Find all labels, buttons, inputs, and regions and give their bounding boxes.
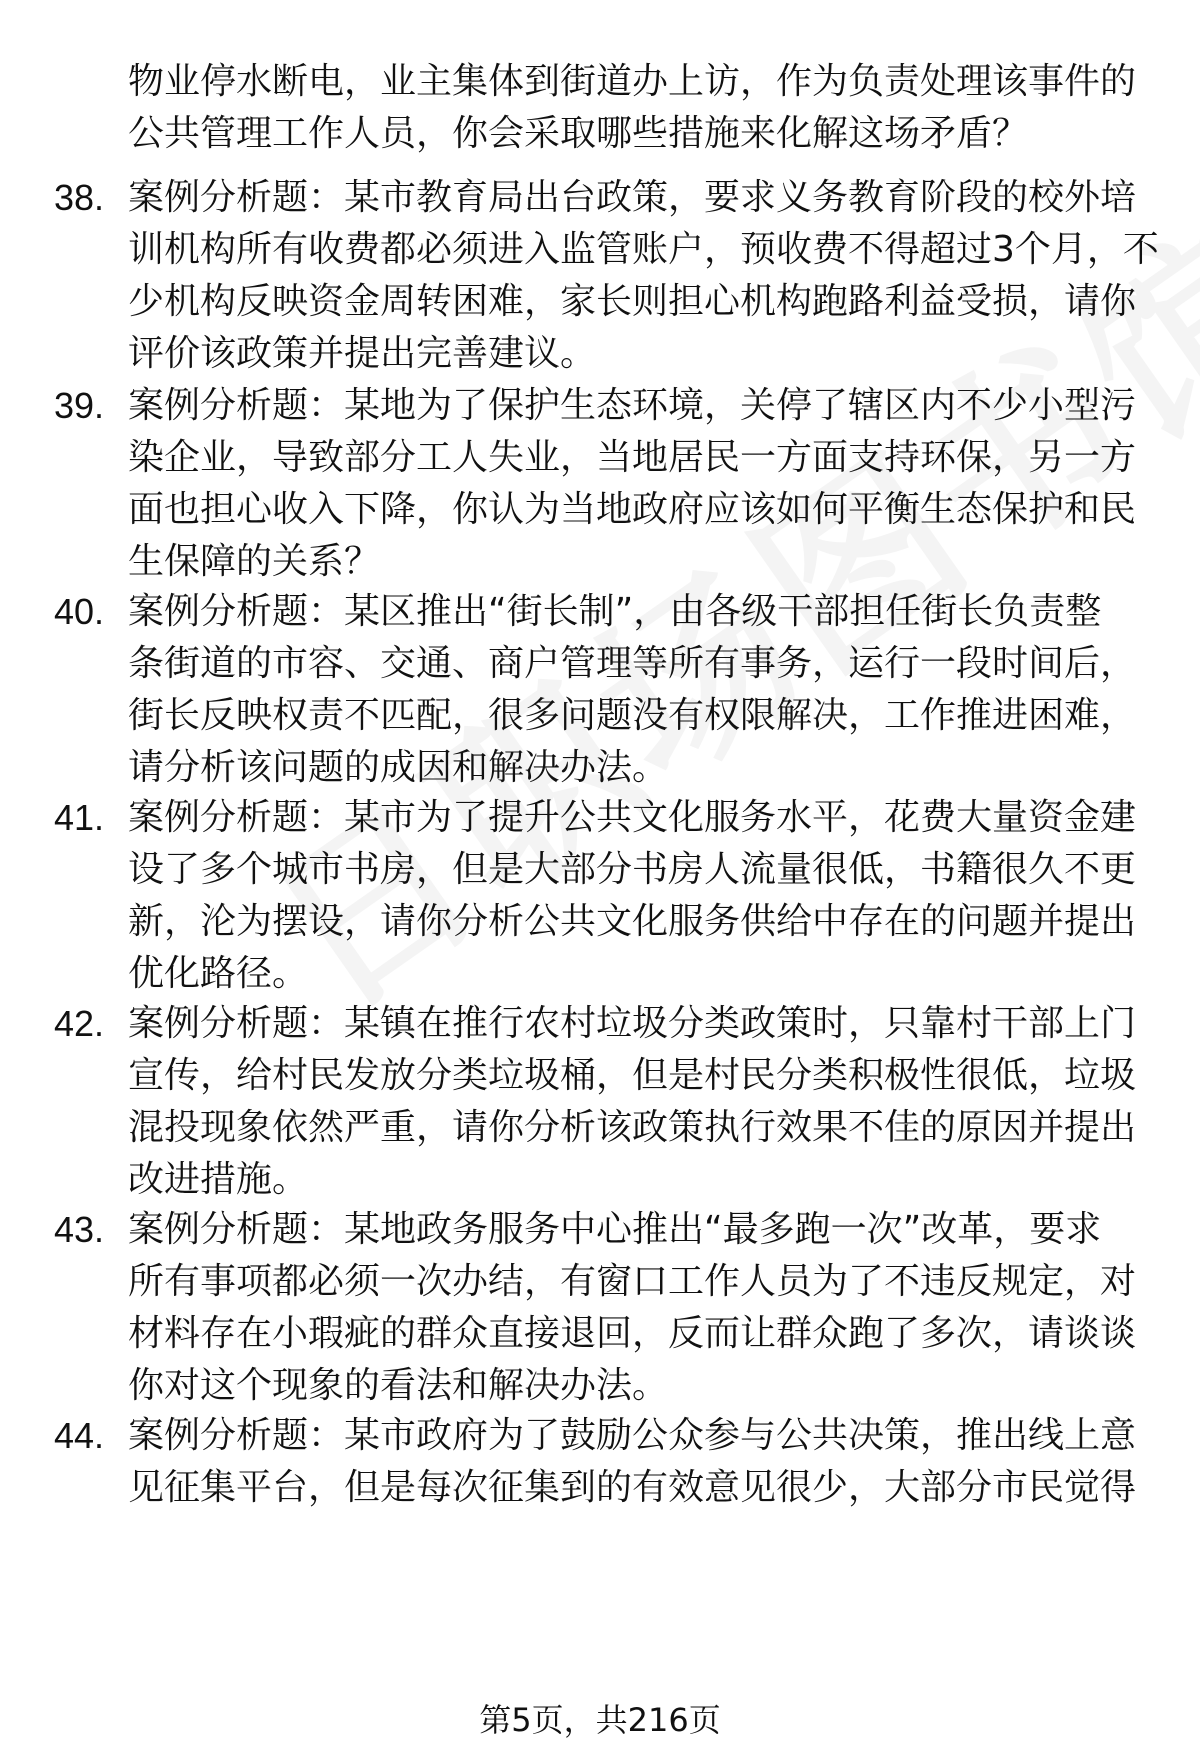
question-text bbox=[128, 998, 1148, 1206]
question-number: 42. bbox=[54, 1003, 105, 1044]
question-line: 生保障的关系？ bbox=[128, 541, 381, 582]
question-number: 43. bbox=[54, 1209, 105, 1250]
question-number: 40. bbox=[54, 591, 105, 632]
question-line: 宣传，给村民发放分类垃圾桶，但是村民分类积极性很低，垃圾 bbox=[128, 1055, 1137, 1096]
page-footer: 第5页，共216页 bbox=[479, 1701, 721, 1739]
paragraph-line: 公共管理工作人员，你会采取哪些措施来化解这场矛盾？ bbox=[128, 113, 1029, 154]
question-line: 案例分析题：某市政府为了鼓励公众参与公共决策，推出线上意 bbox=[128, 1415, 1137, 1456]
question-number: 44. bbox=[54, 1415, 105, 1456]
question-text bbox=[128, 792, 1148, 1000]
question-line: 训机构所有收费都必须进入监管账户，预收费不得超过3个月，不 bbox=[128, 229, 1159, 270]
question-text bbox=[128, 380, 1148, 588]
question-line: 染企业，导致部分工人失业，当地居民一方面支持环保，另一方 bbox=[128, 437, 1137, 478]
question-line: 评价该政策并提出完善建议。 bbox=[128, 333, 597, 374]
question-line: 街长反映权责不匹配，很多问题没有权限解决，工作推进困难， bbox=[128, 695, 1137, 736]
question-line: 材料存在小瑕疵的群众直接退回，反而让群众跑了多次，请谈谈 bbox=[128, 1313, 1137, 1354]
question-text bbox=[128, 586, 1148, 794]
question-line: 新，沦为摆设，请你分析公共文化服务供给中存在的问题并提出 bbox=[128, 901, 1137, 942]
question-line: 条街道的市容、交通、商户管理等所有事务，运行一段时间后， bbox=[128, 643, 1137, 684]
question-line: 少机构反映资金周转困难，家长则担心机构跑路利益受损，请你 bbox=[128, 281, 1137, 322]
question-line: 你对这个现象的看法和解决办法。 bbox=[128, 1365, 669, 1406]
question-line: 案例分析题：某地为了保护生态环境，关停了辖区内不少小型污 bbox=[128, 385, 1137, 426]
question-line: 面也担心收入下降，你认为当地政府应该如何平衡生态保护和民 bbox=[128, 489, 1137, 530]
question-line: 改进措施。 bbox=[128, 1159, 309, 1200]
question-text bbox=[128, 172, 1159, 380]
question-line: 所有事项都必须一次办结，有窗口工作人员为了不违反规定，对 bbox=[128, 1261, 1137, 1302]
question-line: 见征集平台，但是每次征集到的有效意见很少，大部分市民觉得 bbox=[128, 1467, 1137, 1508]
question-line: 请分析该问题的成因和解决办法。 bbox=[128, 747, 669, 788]
continued-paragraph bbox=[128, 56, 1148, 160]
question-line: 案例分析题：某区推出“街长制”，由各级干部担任街长负责整 bbox=[128, 591, 1102, 632]
question-line: 混投现象依然严重，请你分析该政策执行效果不佳的原因并提出 bbox=[128, 1107, 1137, 1148]
question-line: 案例分析题：某市教育局出台政策，要求义务教育阶段的校外培 bbox=[128, 177, 1137, 218]
paragraph-line: 物业停水断电，业主集体到街道办上访，作为负责处理该事件的 bbox=[128, 61, 1137, 102]
question-line: 案例分析题：某镇在推行农村垃圾分类政策时，只靠村干部上门 bbox=[128, 1003, 1137, 1044]
question-text bbox=[128, 1204, 1148, 1412]
question-text bbox=[128, 1410, 1148, 1514]
question-line: 优化路径。 bbox=[128, 953, 309, 994]
question-line: 案例分析题：某市为了提升公共文化服务水平，花费大量资金建 bbox=[128, 797, 1137, 838]
question-number: 41. bbox=[54, 797, 105, 838]
question-line: 案例分析题：某地政务服务中心推出“最多跑一次”改革，要求 bbox=[128, 1209, 1102, 1250]
question-number: 39. bbox=[54, 385, 105, 426]
question-number: 38. bbox=[54, 177, 105, 218]
question-line: 设了多个城市书房，但是大部分书房人流量很低，书籍很久不更 bbox=[128, 849, 1137, 890]
